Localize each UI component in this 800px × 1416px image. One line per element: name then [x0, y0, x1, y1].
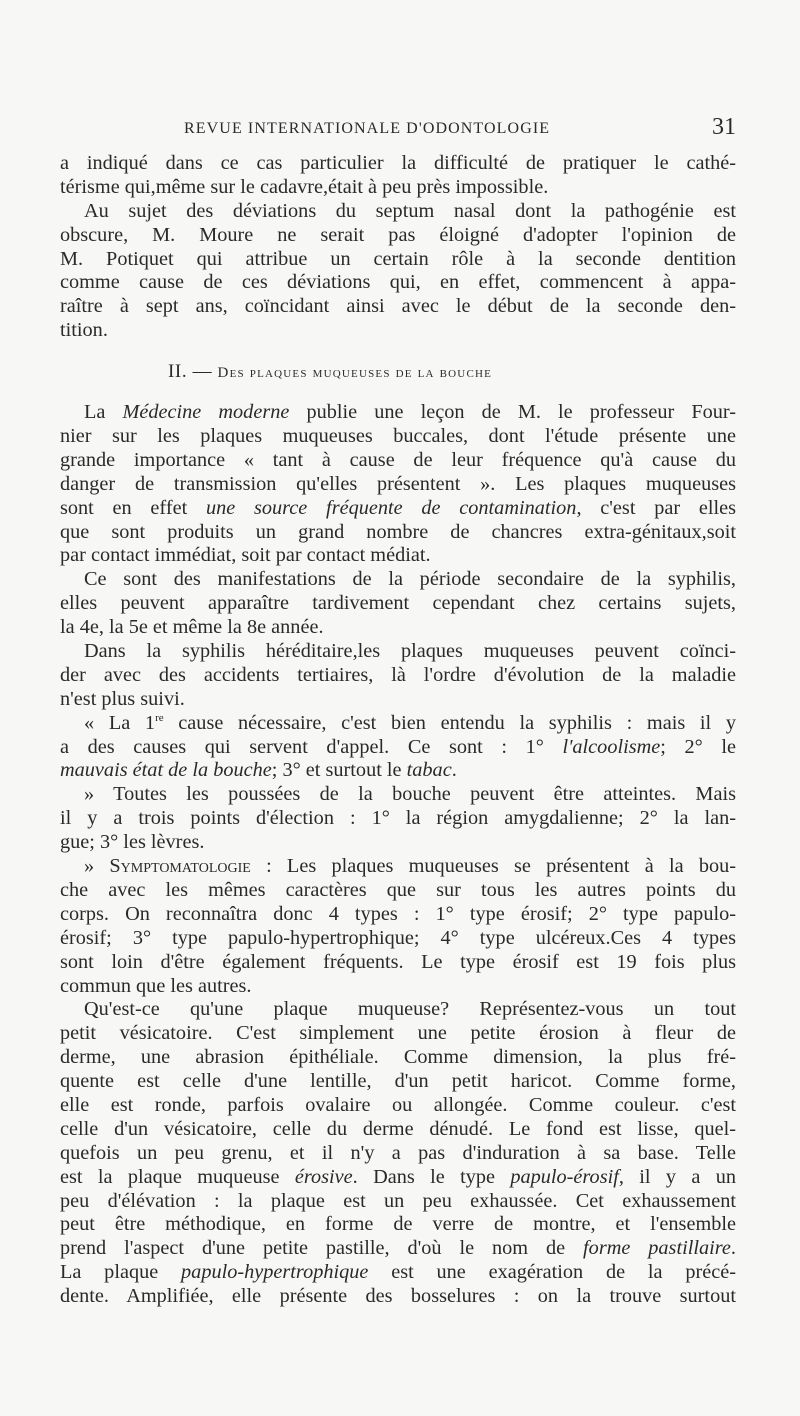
page-number: 31	[712, 114, 736, 140]
text-line: tition.	[60, 319, 108, 342]
text-line: M. Potiquet qui attribue un certain rôle à la seconde dentition	[60, 247, 736, 270]
text-line: der avec des accidents tertiaires, là l'ordre d'évolution de la maladie	[60, 663, 736, 686]
text-line: danger de transmission qu'elles présentent ». Les plaques muqueuses	[60, 472, 736, 495]
text-line	[60, 759, 736, 783]
text-line: que sont produits un grand nombre de chancres extra-génitaux,soit	[60, 520, 736, 543]
section-dash: —	[192, 361, 213, 383]
text-run: est la plaque muqueuse	[60, 1165, 295, 1188]
text-run: La	[84, 401, 123, 424]
text-run: »	[84, 855, 110, 878]
text-run: sont en effet	[60, 496, 206, 519]
text-line: il y a trois points d'élection : 1° la région amygdalienne; 2° la lan-	[60, 807, 736, 830]
text-line: raître à sept ans, coïncidant ainsi avec le début de la seconde den-	[60, 295, 736, 318]
page-body	[60, 152, 736, 1309]
text-line: commun que les autres.	[60, 974, 252, 997]
section-title: Des plaques muqueuses de la bouche	[217, 365, 493, 382]
text-line: térisme qui,même sur le cadavre,était à peu près impossible.	[60, 175, 549, 198]
text-run: « La 1	[84, 711, 156, 734]
text-line: dente. Amplifiée, elle présente des bosselures : on la trouve surtout	[60, 1285, 736, 1308]
text-line: a indiqué dans ce cas particulier la difficulté de pratiquer le cathé-	[60, 152, 736, 174]
text-line: n'est plus suivi.	[60, 687, 185, 710]
text-line: Ce sont des manifestations de la période secondaire de la syphilis,	[84, 568, 736, 591]
text-run: prend l'aspect d'une petite pastille, d'où le nom de	[60, 1237, 584, 1260]
text-line: quefois un peu grenu, et il n'y a pas d'induration à sa base. Telle	[60, 1141, 736, 1164]
text-line	[60, 736, 736, 760]
text-line: sont loin d'être également fréquents. Le type érosif est 19 fois plus	[60, 950, 736, 973]
text-run: .	[451, 759, 457, 782]
text-line	[60, 1261, 736, 1285]
text-line	[60, 855, 736, 879]
text-line: peu d'élévation : la plaque est un peu exhaussée. Cet exhaussement	[60, 1189, 736, 1212]
page-header	[60, 114, 736, 148]
text-run: , il y a un	[618, 1165, 736, 1188]
text-run: ; 3° et surtout le	[271, 759, 407, 782]
text-line: gue; 3° les lèvres.	[60, 831, 205, 854]
running-head: REVUE INTERNATIONALE D'ODONTOLOGIE	[184, 120, 551, 137]
text-line: che avec les mêmes caractères que sur tous les autres points du	[60, 878, 736, 901]
text-line: corps. On reconnaîtra donc 4 types : 1° type érosif; 2° type papulo-	[60, 902, 736, 925]
text-line: grande importance « tant à cause de leur fréquence qu'à cause du	[60, 448, 736, 471]
emphasis: papulo-hypertrophique	[181, 1261, 369, 1284]
text-line: elle est ronde, parfois ovalaire ou allongée. Comme couleur. c'est	[60, 1093, 736, 1116]
text-line: derme, une abrasion épithéliale. Comme dimension, la plus fré-	[60, 1046, 736, 1069]
text-line	[60, 401, 736, 425]
text-line: par contact immédiat, soit par contact médiat.	[60, 544, 431, 567]
text-run: , c'est par elles	[576, 496, 736, 519]
emphasis: papulo-érosif	[510, 1165, 619, 1188]
text-line: obscure, M. Moure ne serait pas éloigné d'adopter l'opinion de	[60, 223, 736, 246]
text-run: .	[730, 1237, 736, 1260]
text-line: nier sur les plaques muqueuses buccales, dont l'étude présente une	[60, 425, 736, 448]
text-run: . Dans le type	[352, 1165, 511, 1188]
emphasis: érosive	[294, 1165, 353, 1188]
text-line	[60, 1237, 736, 1261]
journal-title: Médecine moderne	[122, 401, 290, 424]
text-line: la 4e, la 5e et même la 8e année.	[60, 616, 324, 639]
text-run: cause nécessaire, c'est bien entendu la syphilis : mais il y	[163, 711, 736, 734]
text-line: petit vésicatoire. C'est simplement une petite érosion à fleur de	[60, 1022, 736, 1045]
text-line: Qu'est-ce qu'une plaque muqueuse? Représentez-vous un tout	[84, 998, 736, 1021]
text-line	[60, 712, 736, 736]
text-line	[60, 497, 736, 521]
text-run: : Les plaques muqueuses se présentent à la bou-	[250, 855, 736, 878]
text-line: Au sujet des déviations du septum nasal dont la pathogénie est	[84, 199, 736, 222]
text-run: publie une leçon de M. le professeur Four-	[289, 401, 736, 424]
text-line: » Toutes les poussées de la bouche peuvent être atteintes. Mais	[84, 783, 736, 806]
text-line: peut être méthodique, en forme de verre de montre, et l'ensemble	[60, 1213, 736, 1236]
emphasis: une source fréquente de contamination	[205, 496, 577, 519]
text-line: elles peuvent apparaître tardivement cependant chez certains sujets,	[60, 592, 736, 615]
emphasis: tabac	[406, 759, 452, 782]
text-line	[60, 1166, 736, 1190]
emphasis: mauvais état de la bouche	[60, 759, 272, 782]
text-line: Dans la syphilis héréditaire,les plaques muqueuses peuvent coïnci-	[84, 640, 736, 663]
text-line: érosif; 3° type papulo-hypertrophique; 4° type ulcéreux.Ces 4 types	[60, 926, 736, 949]
text-line: quente est celle d'une lentille, d'un petit haricot. Comme forme,	[60, 1070, 736, 1093]
text-line: comme cause de ces déviations qui, en effet, commencent à appa-	[60, 271, 736, 294]
emphasis: forme pastillaire	[583, 1237, 731, 1260]
text-run: ; 2° le	[660, 735, 736, 758]
section-heading	[60, 343, 736, 401]
text-run: est une exagération de la précé-	[368, 1261, 736, 1284]
small-caps-heading: Symptomatologie	[109, 855, 251, 878]
emphasis: l'alcoolisme	[562, 735, 661, 758]
superscript: re	[155, 711, 164, 724]
text-line: celle d'un vésicatoire, celle du derme dénudé. Le fond est lisse, quel-	[60, 1117, 736, 1140]
text-run: a des causes qui servent d'appel. Ce sont : 1°	[60, 735, 563, 758]
section-number: II.	[168, 361, 188, 383]
text-run: La plaque	[60, 1261, 182, 1284]
